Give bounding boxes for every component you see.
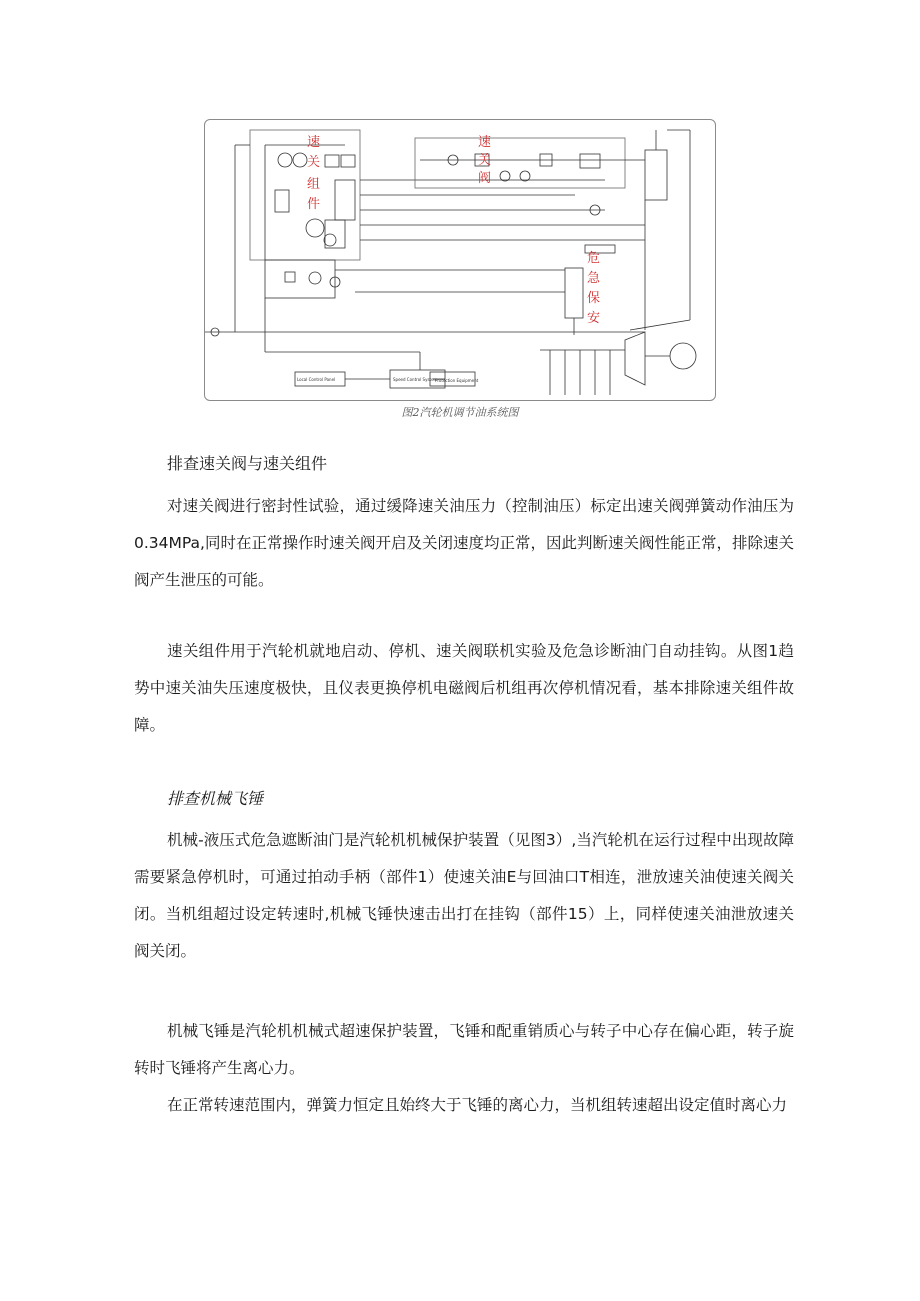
label-emergency-4: 安 (587, 311, 601, 326)
diagram-svg (205, 120, 715, 400)
box-protection: Protection Equipment (435, 378, 479, 383)
paragraph-valve-test: 对速关阀进行密封性试验，通过缓降速关油压力（控制油压）标定出速关阀弹簧动作油压为0.34MPa,同时在正常操作时速关阀开启及关闭速度均正常，因此判断速关阀性能正常，排除速关阀产生泄压的可能。 (134, 497, 794, 589)
section-heading-valve: 排查速关阀与速关组件 (167, 454, 328, 473)
paragraph-normal-speed: 在正常转速范围内，弹簧力恒定且始终大于飞锤的离心力，当机组转速超出设定值时离心力 (167, 1096, 788, 1114)
label-speed-valve-2: 关 (478, 153, 492, 168)
figure-caption: 图2汽轮机调节油系统图 (401, 406, 519, 419)
label-speed-valve-1: 速 (478, 135, 492, 150)
label-emergency-3: 保 (587, 291, 601, 306)
label-speed-group-1: 速 (307, 135, 321, 150)
paragraph-trip-device: 机械-液压式危急遮断油门是汽轮机机械保护装置（见图3）,当汽轮机在运行过程中出现故障需要紧急停机时，可通过拍动手柄（部件1）使速关油E与回油口T相连，泄放速关油使速关阀关闭。当机组超过设定转速时,机械飞锤快速击出打在挂钩（部件15）上，同样使速关油泄放速关阀关闭。 (134, 831, 794, 960)
section-heading-flyweight: 排查机械飞锤 (167, 789, 264, 808)
box-local-control: Local Control Panel (297, 377, 336, 382)
label-speed-group-3: 组 (307, 177, 321, 192)
box-speed-control: Speed Control System (393, 377, 438, 382)
oil-system-diagram (204, 119, 716, 401)
paragraph-flyweight: 机械飞锤是汽轮机机械式超速保护装置，飞锤和配重销质心与转子中心存在偏心距，转子旋转时飞锤将产生离心力。 (134, 1022, 794, 1077)
label-speed-valve-3: 阀 (478, 171, 492, 186)
label-emergency-1: 危 (587, 251, 601, 266)
label-speed-group-2: 关 (307, 155, 321, 170)
label-emergency-2: 急 (587, 271, 601, 286)
paragraph-speed-group: 速关组件用于汽轮机就地启动、停机、速关阀联机实验及危急诊断油门自动挂钩。从图1趋势中速关油失压速度极快，且仪表更换停机电磁阀后机组再次停机情况看，基本排除速关组件故障。 (134, 642, 794, 734)
label-speed-group-4: 件 (307, 197, 321, 212)
